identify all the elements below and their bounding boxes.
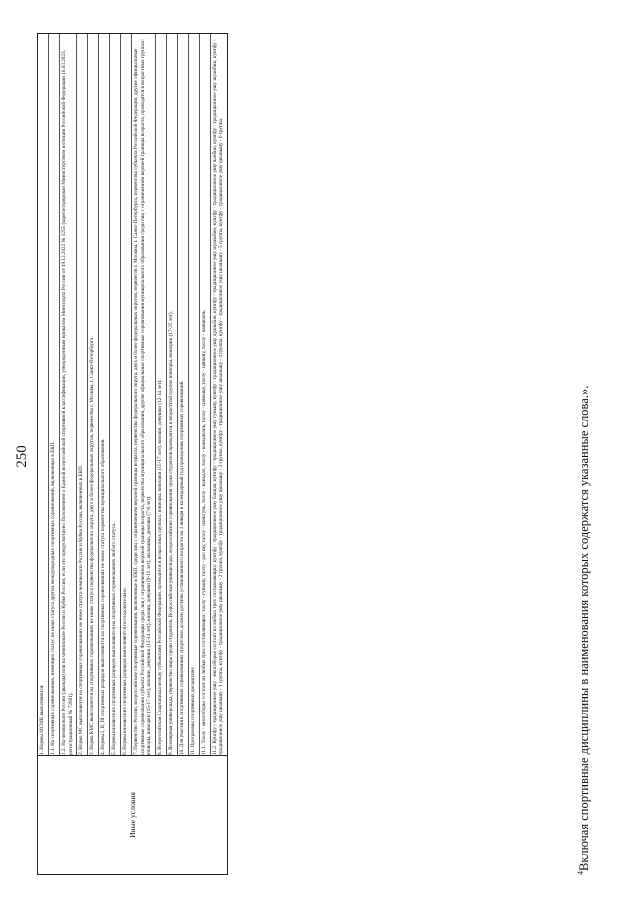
row-label: Иные условия <box>38 756 228 875</box>
clause-9: 9. Всемирная универсиада, первенство мира среди студентов, Всероссийская универсиада, всероссийские соревнования среди студентов проводятся в возрастной группе юниоры, юниорки (17-25 лет). <box>167 34 178 755</box>
conditions-table <box>37 33 228 875</box>
footnote <box>576 15 592 875</box>
clause-11-1: 11.1. Таолу - многоборье состоит из любых трех составляющих: таолу - гуньшу, таолу - дао шу, таолу - наньгунь, таолу - наньдао, таолу - наньцюань, таолу - цзяньшу, таолу - цяньшу, таолу - чанцюань. <box>200 34 211 755</box>
clause-5: 5. Нормы юношеских спортивных разрядов выполняются на спортивных соревнованиях любого статуса. <box>110 34 121 755</box>
clause-7: 7. Первенство России, всероссийские спортивные соревнования, включенные в ЕКП, среди лиц с ограничением верхней границы возраста, первенства федерального округа, двух и более федеральных округов, первенств г. Москвы, г. Санкт-Петербурга, первенства субъекта Российской Федерации, другие официальные спортивные соревнования субъекта Российской Федерации среди лиц с ограничением верхней границы возраста, первенства муниципального образования, другие официальные спортивные соревнования муниципального образования среди лиц с ограничением верхней границы возраста, проводятся в возрастных группах: юниоры, юниорки (15-17 лет), юноши, девушки (12-14 лет), юноши, девушки (9-11 лет), мальчики, девочки (7-8 лет). <box>132 34 157 755</box>
clause-2: 2. Норма МС выполняется на спортивных соревнованиях не ниже статуса чемпионата России и Кубка России, включенных в ЕКП. <box>77 34 88 755</box>
clause-1: 1. Нормы МСМК выполняются: <box>38 34 49 755</box>
clause-6: 6. Нормы юношеских спортивных разрядов выполняются последовательно. <box>121 34 132 755</box>
page-number: 250 <box>14 445 30 468</box>
clause-11-2: 11.2. Кунгфу - традиционное ушу - многоборье состоит из любых трех составляющих: кунгфу - традиционное ушу баицзи, кунгфу - традиционное ушу гуньшу, кунгфу - традиционное ушу дуаньбин, кунгфу - традиционное ушу жуаньбин, кунгфу - традиционное ушу чанбин, кунгфу - традиционное ушу шуанбин, кунгфу - традиционное ушу цюаньшу - 1 группа, кунгфу - традиционное ушу цюаньшу - 2 группа, кунгфу - традиционное ушу цюаньшу - 3 группа, кунгфу - традиционное ушу цюаньшу - 4 группа, кунгфу - традиционное ушу цюаньшу - 5 группа, кунгфу - традиционное ушу цюаньшу - 6 группа. <box>211 39 225 755</box>
footnote-text: Включая спортивные дисциплины в наименования которых содержатся указанные слова.». <box>577 385 592 871</box>
clause-1-2: 1.2. На чемпионате России (дважды) или на чемпионате России и Кубке России, если это предусмотрено Положением о Единой всероссийской спортивной классификации, утвержденным приказом Минспорта России от 19.12.2022 № 1255 (зарегистрирован Министерством юстиции Российской Федерации 16.03.2023, регистрационный № 72601). <box>60 34 78 755</box>
footnote-marker: 4 <box>576 871 585 875</box>
clause-10: 10. Для участия в спортивных соревнованиях спортсмен должен достичь установленного возраста на 1 января в календарный год проведения спортивных соревнований. <box>178 34 189 755</box>
clause-11: 11. Программы спортивных дисциплин: <box>189 34 200 755</box>
clause-8: 8. Всероссийская Спартакиада между субъектами Российской Федерации, проводится в возрастных группах: юниоры, юниорки (15-17 лет), юноши, девушки (12-14 лет). <box>156 34 167 755</box>
clauses-cell <box>38 34 228 756</box>
table-row <box>38 34 228 875</box>
clause-1-1: 1.1. На спортивных соревнованиях, имеющих статус не ниже статуса других международных спортивных соревнований, включенных в ЕКП. <box>49 34 60 755</box>
clause-4: 4. Нормы I, II, III спортивных разрядов выполняются на спортивных соревнованиях не ниже статуса первенства муниципального образования. <box>99 34 110 755</box>
clause-3: 3. Норма КМС выполняется на спортивных соревнованиях не ниже статуса первенства федерального округа, двух и более федеральных округов, первенства г. Москвы, г. Санкт-Петербурга. <box>88 34 99 755</box>
